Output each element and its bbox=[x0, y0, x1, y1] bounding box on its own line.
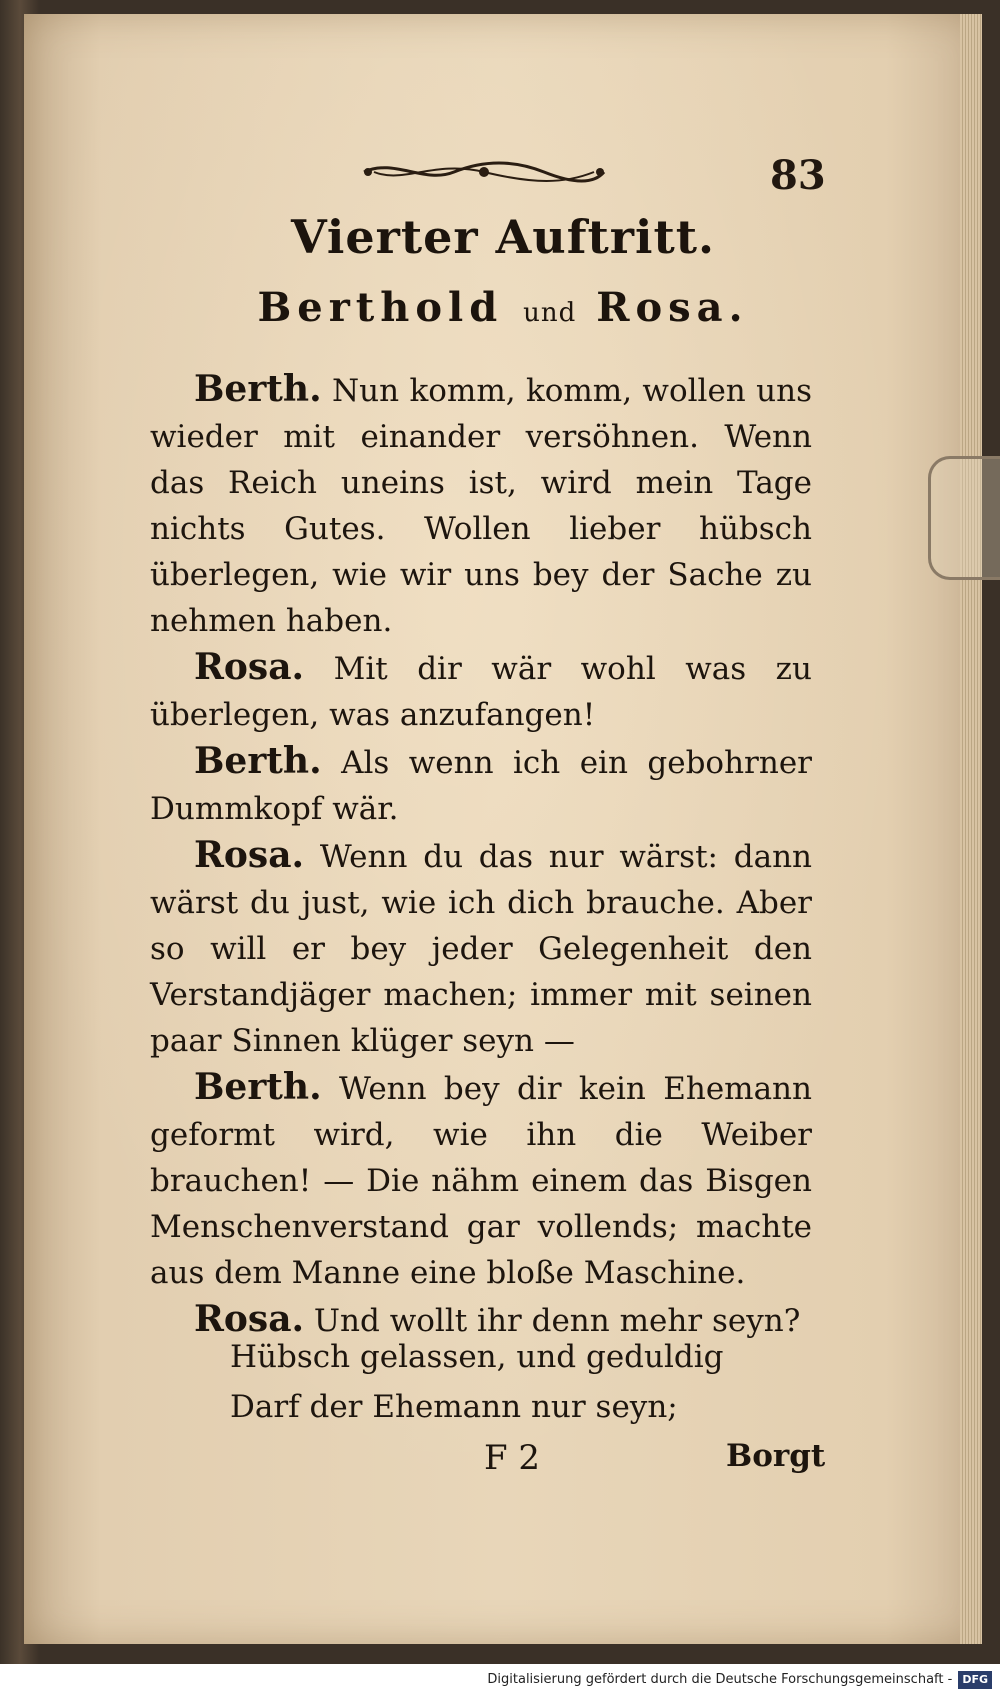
scene-heading: Vierter Auftritt. bbox=[290, 210, 715, 264]
verse-line: Hübsch gelassen, und geduldig bbox=[230, 1339, 724, 1375]
dialogue-paragraph bbox=[150, 366, 812, 644]
dialogue-paragraph bbox=[150, 738, 812, 832]
speech-text: Und wollt ihr denn mehr seyn? bbox=[313, 1303, 801, 1339]
ornament-icon bbox=[354, 154, 614, 190]
signature-mark: F 2 bbox=[484, 1438, 541, 1478]
speech-text: Wenn bey dir kein Ehemann geformt wird, wie ihn die Weiber brauchen! — Die nähm einem das Bisgen Menschenverstand gar vollends; machte aus dem Manne eine bloße Maschine. bbox=[150, 1071, 812, 1291]
verse-block bbox=[230, 1332, 724, 1432]
dialogue-paragraph bbox=[150, 644, 812, 738]
footer-credit: Digitalisierung gefördert durch die Deutsche Forschungsgemeinschaft - bbox=[487, 1672, 953, 1687]
speaker-label: Rosa. bbox=[194, 834, 305, 876]
verse-line: Darf der Ehemann nur seyn; bbox=[230, 1389, 678, 1425]
dialogue-paragraph bbox=[150, 1064, 812, 1296]
footer-bar bbox=[0, 1664, 1000, 1696]
character-berthold: Berthold bbox=[257, 284, 504, 331]
speaker-label: Rosa. bbox=[194, 646, 305, 688]
page-number: 83 bbox=[770, 152, 826, 199]
speech-text: Als wenn ich ein gebohrner Dummkopf wär. bbox=[150, 745, 812, 827]
speech-text: Mit dir wär wohl was zu überlegen, was anzufangen! bbox=[150, 651, 812, 733]
speaker-label: Berth. bbox=[194, 1066, 322, 1108]
catchword: Borgt bbox=[726, 1438, 826, 1474]
speech-text: Wenn du das nur wärst: dann wärst du just, wie ich dich brauche. Aber so will er bey jeder Gelegenheit den Verstandjäger machen; immer mit seinen paar Sinnen klüger seyn — bbox=[150, 839, 813, 1059]
speech-text: Nun komm, komm, wollen uns wieder mit einander versöhnen. Wenn das Reich uneins ist, wird mein Tage nichts Gutes. Wollen lieber hübsch überlegen, wie wir uns bey der Sache zu nehmen haben. bbox=[150, 373, 812, 639]
conjunction: und bbox=[523, 298, 577, 328]
speaker-label: Berth. bbox=[194, 740, 322, 782]
book-page bbox=[24, 14, 982, 1644]
dialogue-paragraph bbox=[150, 832, 812, 1064]
speaker-label: Berth. bbox=[194, 368, 322, 410]
page-tab-marker bbox=[928, 456, 1000, 580]
speaker-label: Rosa. bbox=[194, 1298, 305, 1340]
dfg-logo: DFG bbox=[958, 1671, 992, 1689]
scene-characters bbox=[24, 284, 982, 331]
dialogue-text bbox=[150, 366, 812, 1344]
character-rosa: Rosa. bbox=[596, 284, 749, 331]
